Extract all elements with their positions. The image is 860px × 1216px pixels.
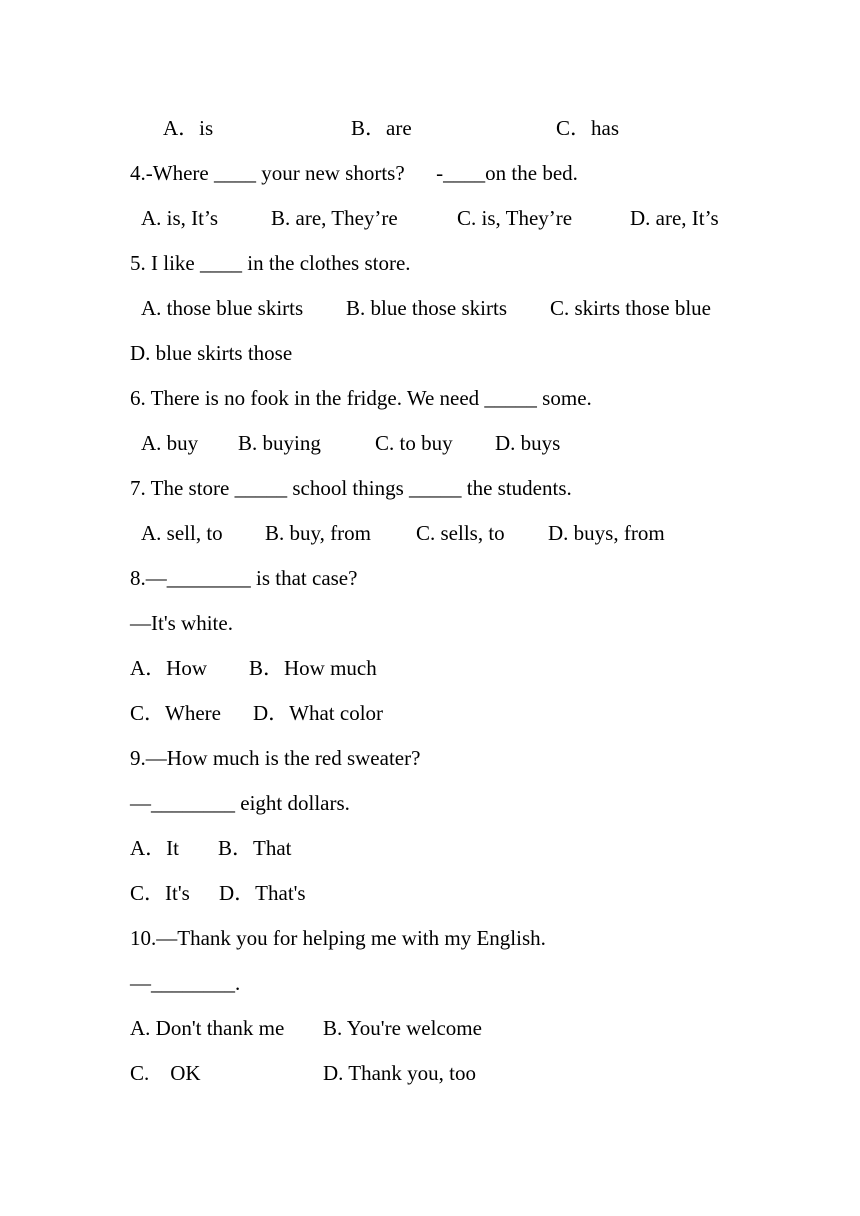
q7-option-a: A. sell, to xyxy=(141,521,223,545)
q7-option-b: B. buy, from xyxy=(265,521,371,545)
q4-option-a: A. is, It’s xyxy=(141,206,219,230)
q6-option-a: A. buy xyxy=(141,431,199,455)
q8-option-c: C．Where xyxy=(130,701,221,725)
q10-option-b: B. You're welcome xyxy=(323,1016,482,1040)
q9-stem: 9.—How much is the red sweater? xyxy=(130,746,421,770)
q9-option-c: C．It's xyxy=(130,881,190,905)
q5-option-d: D. blue skirts those xyxy=(130,341,293,365)
q7-option-c: C. sells, to xyxy=(416,521,505,545)
q5-option-b: B. blue those skirts xyxy=(346,296,507,320)
q3-option-c: C．has xyxy=(556,116,619,140)
q9-option-a: A．It xyxy=(130,836,179,860)
q10-option-c: C. OK xyxy=(130,1061,201,1085)
q4-option-b: B. are, They’re xyxy=(271,206,398,230)
q4-stem: 4.-Where ____ your new shorts? -____on the bed. xyxy=(130,161,578,185)
q6-stem: 6. There is no fook in the fridge. We need _____ some. xyxy=(130,386,592,410)
q10-option-a: A. Don't thank me xyxy=(130,1016,285,1040)
q8-option-b: B．How much xyxy=(249,656,377,680)
q10-answer: —________. xyxy=(130,971,241,995)
q5-option-a: A. those blue skirts xyxy=(141,296,304,320)
q10-option-d: D. Thank you, too xyxy=(323,1061,477,1085)
q6-option-b: B. buying xyxy=(238,431,321,455)
q6-option-c: C. to buy xyxy=(375,431,453,455)
q7-option-d: D. buys, from xyxy=(548,521,665,545)
q3-option-b: B．are xyxy=(351,116,412,140)
q8-option-d: D．What color xyxy=(253,701,384,725)
q6-option-d: D. buys xyxy=(495,431,561,455)
q5-stem: 5. I like ____ in the clothes store. xyxy=(130,251,411,275)
q4-option-c: C. is, They’re xyxy=(457,206,573,230)
q8-stem: 8.—________ is that case? xyxy=(130,566,358,590)
q9-option-d: D．That's xyxy=(219,881,306,905)
q9-answer: —________ eight dollars. xyxy=(130,791,350,815)
q4-option-d: D. are, It’s xyxy=(630,206,719,230)
q5-option-c: C. skirts those blue xyxy=(550,296,711,320)
q9-option-b: B．That xyxy=(218,836,292,860)
q10-stem: 10.—Thank you for helping me with my English. xyxy=(130,926,546,950)
q7-stem: 7. The store _____ school things _____ the students. xyxy=(130,476,572,500)
q8-answer: —It's white. xyxy=(130,611,233,635)
q3-option-a: A．is xyxy=(163,116,214,140)
q8-option-a: A．How xyxy=(130,656,207,680)
